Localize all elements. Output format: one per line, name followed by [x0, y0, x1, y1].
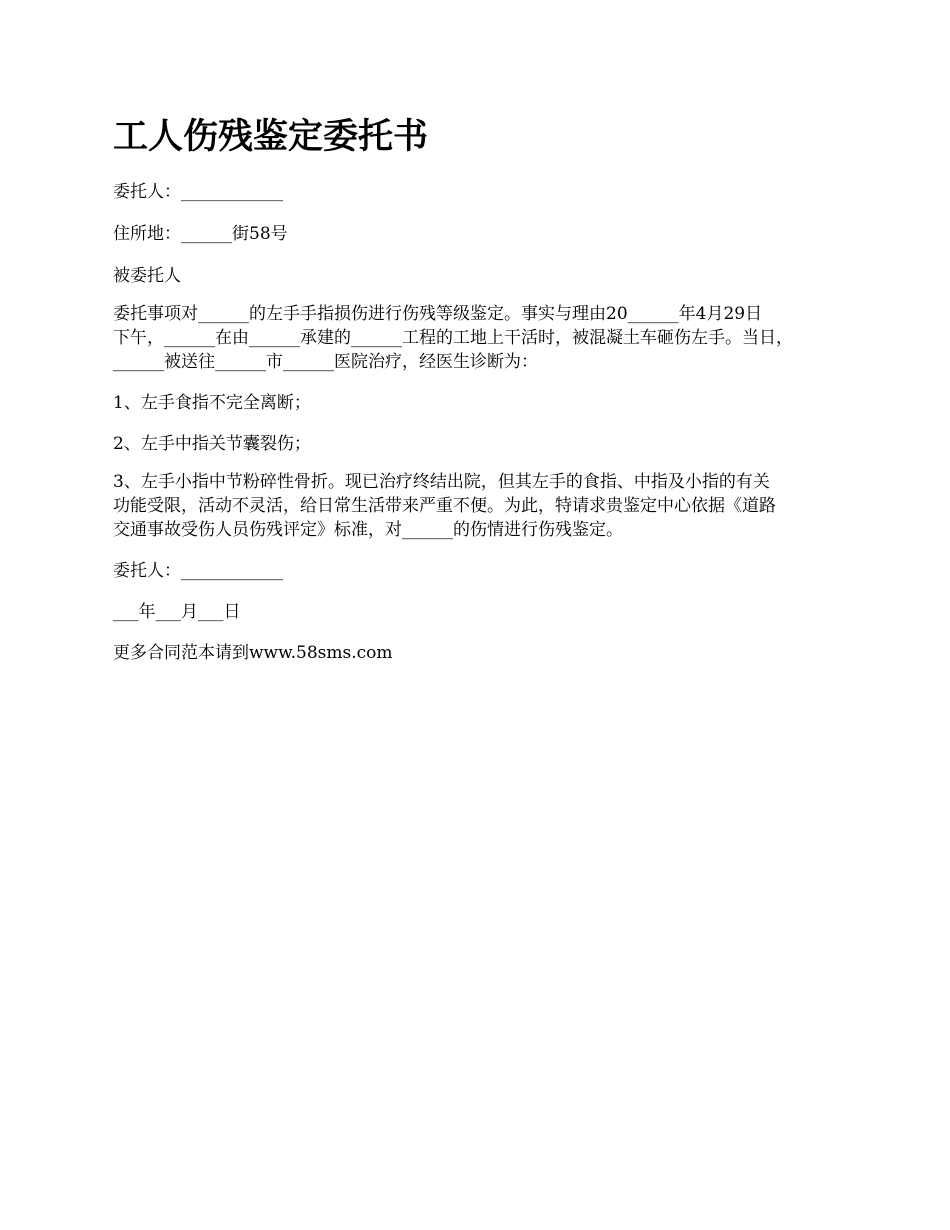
diagnosis-item-2: 2、左手中指关节囊裂伤；: [113, 434, 311, 454]
client-line: 委托人：____________: [113, 182, 283, 202]
footer-line: 更多合同范本请到www.58sms.com: [113, 643, 393, 663]
matter-line: 委托事项对______的左手手指损伤进行伤残等级鉴定。事实与理由20______年4月29日: [113, 304, 763, 324]
diagnosis-item-3: [113, 470, 853, 542]
diagnosis-item-1: 1、左手食指不完全离断；: [113, 393, 311, 413]
matter-line: 下午，______在由______承建的______工程的工地上干活时，被混凝土车砸伤左手。当日，: [113, 328, 793, 348]
address-line: 住所地：______街58号: [113, 224, 288, 244]
date-line: ___年___月___日: [113, 602, 241, 622]
document-title: 工人伤残鉴定委托书: [113, 116, 429, 157]
matter-line: ______被送往______市______医院治疗，经医生诊断为：: [113, 352, 538, 372]
trustee-line: 被委托人: [113, 266, 181, 286]
matter-paragraph: [113, 302, 853, 374]
diagnosis-3-line: 交通事故受伤人员伤残评定》标准，对______的伤情进行伤残鉴定。: [113, 520, 623, 540]
diagnosis-3-line: 功能受限，活动不灵活，给日常生活带来严重不便。为此，特请求贵鉴定中心依据《道路: [113, 496, 776, 516]
signature-line: 委托人：____________: [113, 561, 283, 581]
diagnosis-3-line: 3、左手小指中节粉碎性骨折。现已治疗终结出院，但其左手的食指、中指及小指的有关: [113, 472, 770, 492]
